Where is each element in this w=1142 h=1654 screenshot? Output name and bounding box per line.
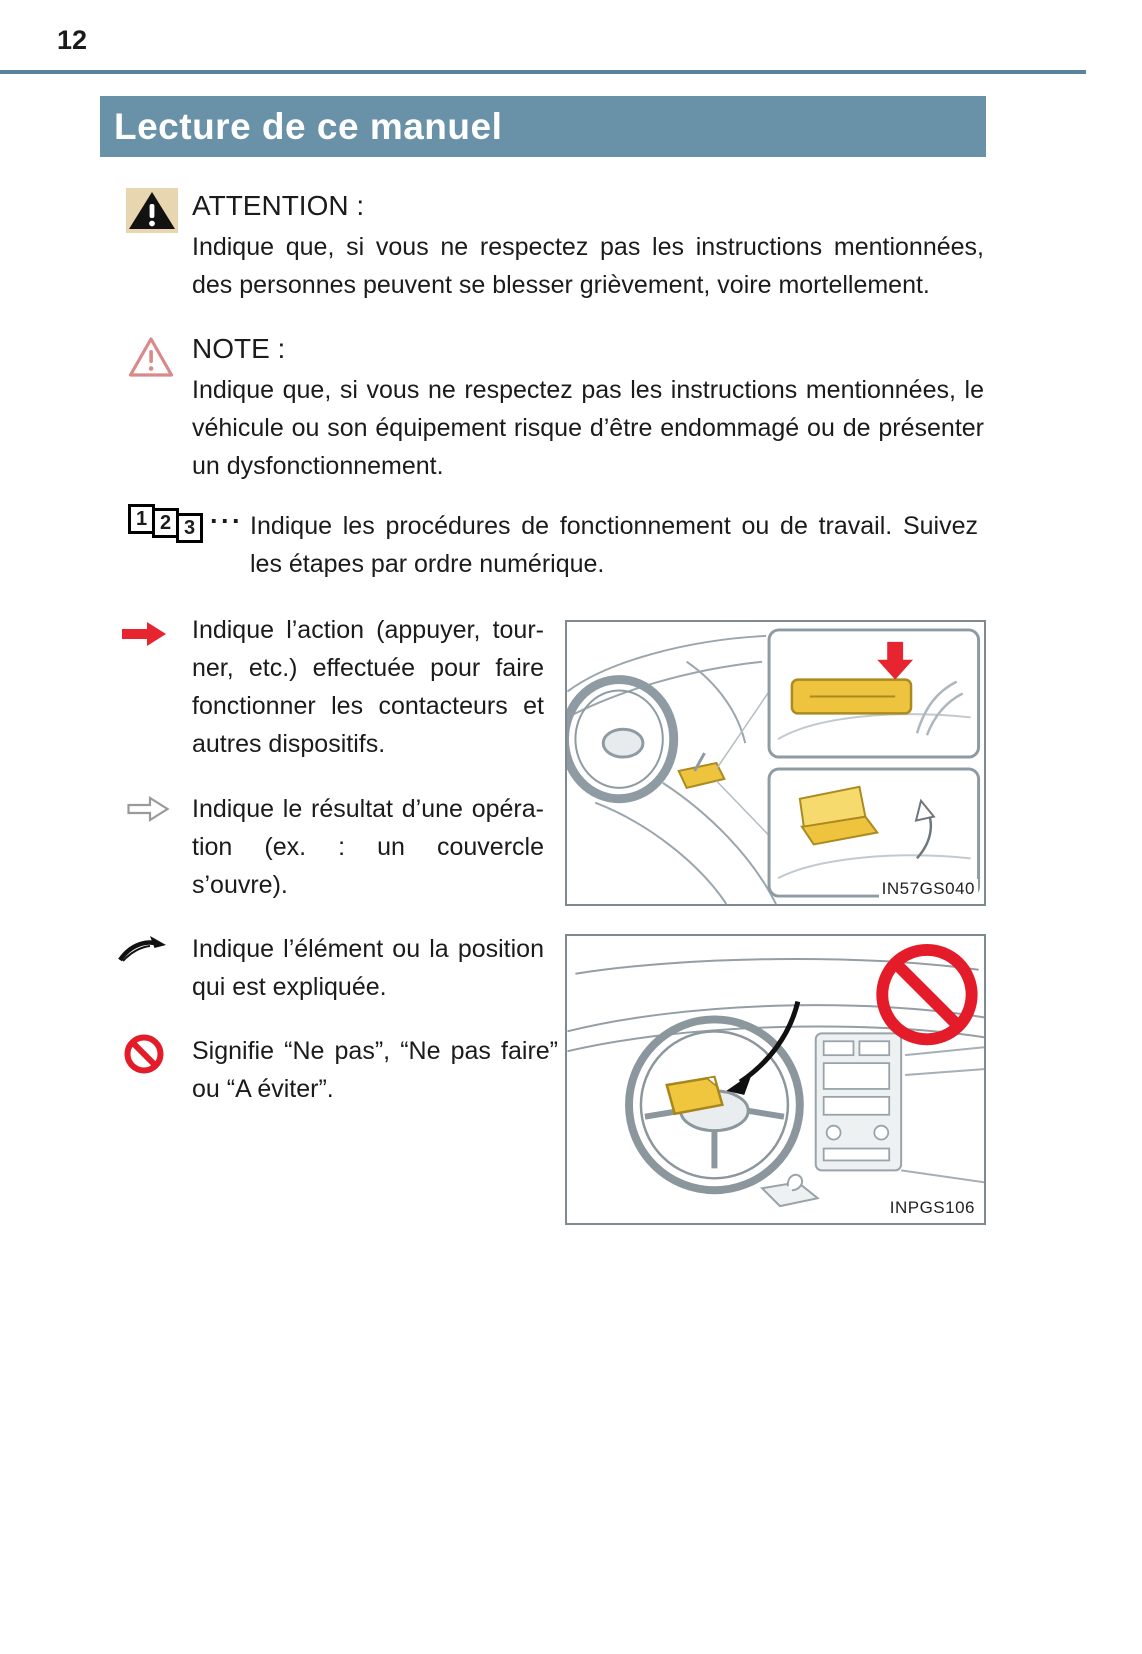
result-text: Indique le résultat d’une opération (ex. : un couvercle s’ouvre). bbox=[192, 795, 544, 899]
steps-text: Indique les procédures de fonctionnement ou de travail. Suivez les étapes par ordre numérique. bbox=[250, 512, 978, 578]
pointer-arrow-icon bbox=[117, 934, 169, 964]
warning-icon bbox=[126, 188, 178, 233]
attention-heading: ATTENTION : bbox=[192, 190, 365, 221]
step-number-box: 3 bbox=[176, 513, 203, 543]
step-boxes-icon bbox=[128, 504, 243, 543]
step-number-box: 1 bbox=[128, 504, 155, 534]
figure-caption-console: IN57GS040 bbox=[879, 879, 978, 899]
figure-console bbox=[565, 620, 986, 906]
prohibition-text: Signifie “Ne pas”, “Ne pas faire” ou “A éviter”. bbox=[192, 1037, 558, 1103]
page-title-banner bbox=[100, 96, 986, 157]
header-rule bbox=[0, 70, 1086, 74]
note-icon bbox=[128, 336, 174, 379]
note-text: Indique que, si vous ne respectez pas les instructions mentionnées, le véhicule ou son équipement risque d’être endommagé ou de présenter un dysfonctionnement. bbox=[192, 376, 984, 480]
page-number: 12 bbox=[57, 25, 88, 55]
action-arrow-icon bbox=[120, 620, 168, 648]
action-text: Indique l’action (appuyer, tourner, etc.) effectuée pour faire fonctionner les contacteurs et autres dispositifs. bbox=[192, 616, 544, 758]
steps-ellipsis: ··· bbox=[210, 506, 243, 536]
step-number-box: 2 bbox=[152, 508, 179, 538]
page-title: Lecture de ce manuel bbox=[114, 105, 503, 147]
no-symbol-icon bbox=[124, 1034, 164, 1074]
dashboard-illustration bbox=[567, 936, 985, 1224]
figure-caption-dashboard: INPGS106 bbox=[887, 1198, 978, 1218]
attention-text: Indique que, si vous ne respectez pas les instructions mentionnées, des personnes peuvent se blesser grièvement, voire mortellement. bbox=[192, 233, 984, 299]
console-illustration bbox=[567, 622, 985, 905]
figure-dashboard bbox=[565, 934, 986, 1225]
result-arrow-icon bbox=[126, 795, 170, 823]
element-text: Indique l’élément ou la position qui est expliquée. bbox=[192, 935, 544, 1001]
note-heading: NOTE : bbox=[192, 333, 286, 364]
